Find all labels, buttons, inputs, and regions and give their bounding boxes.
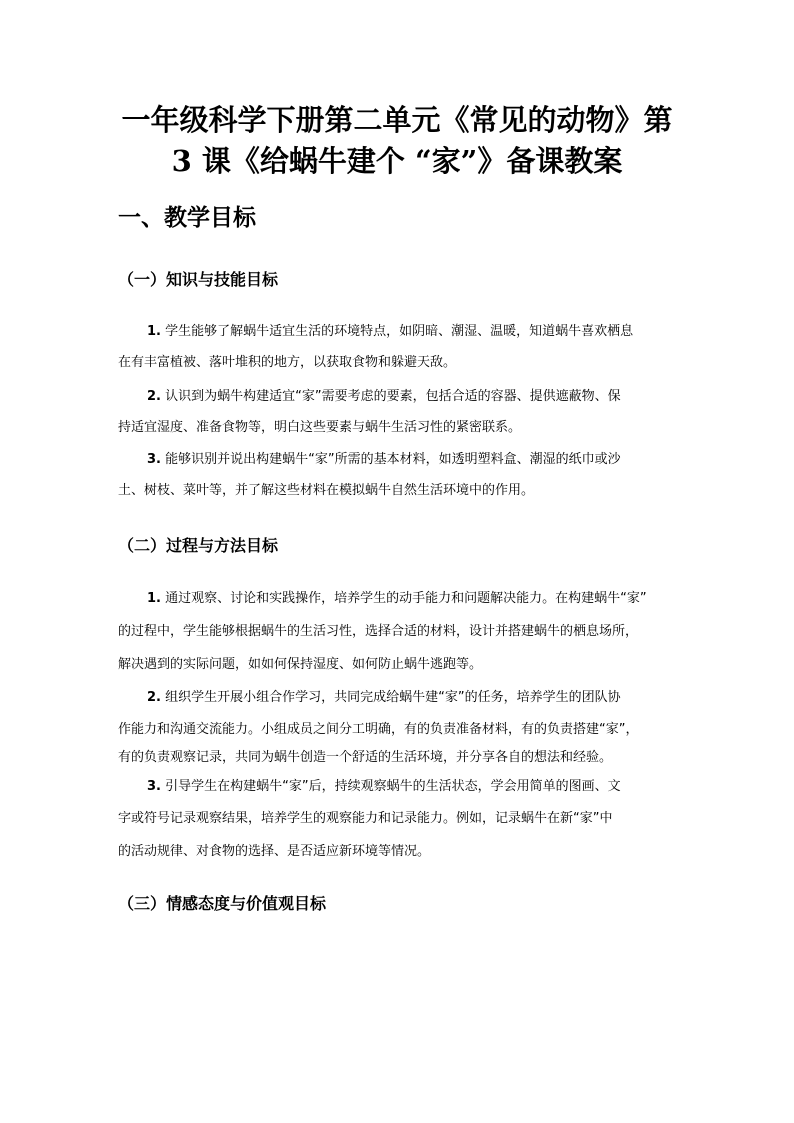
process-item-2-line-2: 作能力和沟通交流能力。小组成员之间分工明确，有的负责准备材料，有的负责搭建“家”， bbox=[118, 722, 639, 737]
knowledge-item-1-line-2: 在有丰富植被、落叶堆积的地方，以获取食物和躲避天敌。 bbox=[118, 355, 457, 370]
knowledge-item-3-line-2: 土、树枝、菜叶等，并了解这些材料在模拟蜗牛自然生活环境中的作用。 bbox=[118, 483, 535, 498]
process-item-2-line-1 bbox=[147, 688, 621, 708]
section-heading-teaching-goals: 一、教学目标 bbox=[118, 204, 256, 231]
process-item-1-line-3: 解决遇到的实际问题，如如何保持湿度、如何防止蜗牛逃跑等。 bbox=[118, 657, 483, 672]
subsection-heading-attitudes-values: （三）情感态度与价值观目标 bbox=[118, 894, 327, 913]
process-item-3-line-3: 的活动规律、对食物的选择、是否适应新环境等情况。 bbox=[118, 844, 431, 859]
item-number: 3. bbox=[147, 779, 161, 794]
process-item-1-line-1 bbox=[147, 589, 647, 609]
document-title-line-2: 3 课《给蜗牛建个 “家”》备课教案 bbox=[171, 144, 623, 178]
document-title-line-1: 一年级科学下册第二单元《常见的动物》第 bbox=[121, 103, 673, 137]
item-number: 2. bbox=[147, 389, 161, 404]
knowledge-item-3-line-1 bbox=[147, 450, 621, 470]
item-number: 3. bbox=[147, 452, 161, 467]
process-item-2-line-3: 有的负责观察记录，共同为蜗牛创造一个舒适的生活环境，并分享各自的想法和经验。 bbox=[118, 750, 613, 765]
subsection-heading-knowledge-skills: （一）知识与技能目标 bbox=[118, 270, 279, 289]
item-text: 学生能够了解蜗牛适宜生活的环境特点，如阴暗、潮湿、温暖，知道蜗牛喜欢栖息 bbox=[160, 324, 634, 339]
item-number: 1. bbox=[147, 324, 161, 339]
knowledge-item-1-line-1 bbox=[147, 322, 633, 342]
subsection-heading-process-methods: （二）过程与方法目标 bbox=[118, 536, 279, 555]
process-item-1-line-2: 的过程中，学生能够根据蜗牛的生活习性，选择合适的材料，设计并搭建蜗牛的栖息场所， bbox=[118, 624, 639, 639]
item-text: 组织学生开展小组合作学习，共同完成给蜗牛建“家”的任务，培养学生的团队协 bbox=[160, 690, 621, 705]
item-text: 引导学生在构建蜗牛“家”后，持续观察蜗牛的生活状态，学会用简单的图画、文 bbox=[160, 779, 621, 794]
item-text: 通过观察、讨论和实践操作，培养学生的动手能力和问题解决能力。在构建蜗牛“家” bbox=[160, 591, 647, 606]
process-item-3-line-1 bbox=[147, 777, 621, 797]
knowledge-item-2-line-2: 持适宜湿度、准备食物等，明白这些要素与蜗牛生活习性的紧密联系。 bbox=[118, 420, 522, 435]
process-item-3-line-2: 字或符号记录观察结果，培养学生的观察能力和记录能力。例如，记录蜗牛在新“家”中 bbox=[118, 811, 613, 826]
item-text: 认识到为蜗牛构建适宜“家”需要考虑的要素，包括合适的容器、提供遮蔽物、保 bbox=[160, 389, 621, 404]
item-number: 1. bbox=[147, 591, 161, 606]
item-text: 能够识别并说出构建蜗牛“家”所需的基本材料，如透明塑料盒、潮湿的纸巾或沙 bbox=[160, 452, 621, 467]
knowledge-item-2-line-1 bbox=[147, 387, 621, 407]
item-number: 2. bbox=[147, 690, 161, 705]
